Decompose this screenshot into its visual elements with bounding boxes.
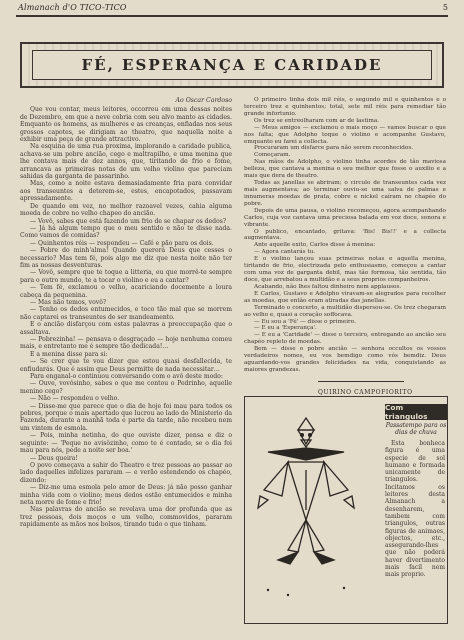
title-inner-frame [32, 50, 432, 80]
byline: Ao Oscar Cardoso [175, 97, 232, 104]
paragraph: Acabando, não lhes faltou dinheiro nem applausos. [254, 283, 402, 290]
paragraph: Ante aquelle exito, Carlos disse á menina: [254, 242, 376, 249]
paragraph: Nas mãos de Adolpho, o violino tinha acordes de tão maviosa belleza, que cantava a menina o seu melhor que fosse o auxilio e a mais que dera de theatro. [244, 159, 446, 180]
paragraph: De quando em vez, no melhor razoavel vezes, cahia alguma moeda de cobre no velho chapeo do ancião. [20, 202, 232, 218]
paragraph: — Pobre do minh'alma! Quando quererá Deus que cesses o necessario? Mas tem fé, pois algo me diz que nesta noite não ter fim as nossas desventuras. [20, 247, 232, 269]
paragraph: — Vovô, sempre que te toque a litteria, eu que morrê-te sempre para o outro mundo, te a tocar o violino e eu a cantar? [20, 269, 232, 284]
paragraph: — E eu a 'Caridade' — disse o terceiro, entregando ao ancião seu chapéo repleto de moedas. [244, 332, 446, 346]
left-paragraphs [20, 106, 232, 528]
paragraph: O povo começava a sahir do Theatro e trez pessoas ao passar ao lado daquelles infelizes pararam — e verão estendendo os chapéo, dizendo: [20, 461, 232, 484]
page-number: 5 [442, 3, 448, 12]
paragraph: — Já há algum tempo que o meu sentido e não te disse nada. Como vamos de comidas? [20, 224, 232, 240]
paragraph: Terminado o concerto, a multidão dispersou-se. Os trez chegaram ao velho e, quasi a coração soffocava. [244, 304, 446, 318]
paragraph: Os trez se entreolharam com ar de lastima. [254, 117, 380, 124]
title-frame [20, 42, 444, 88]
paragraph: O publico, encantado, gritava: 'Bis! Bis!!' e a collecta augmentava. [244, 228, 446, 242]
paragraph: — Não — respondeu o velho. [30, 395, 120, 403]
paragraph: — Deus queira! [30, 454, 78, 462]
paragraph: — Tenho os dedos entumecidos, e toco tão mal que se morrem não captarei os transeuntes de ser mandeamento. [20, 306, 232, 321]
paragraph: — Disse-me que parece que o dia de hoje foi mau para todos os pobres, porque o mais apertado que lucrou ao lado do Ministerio da Fazenda, durante a manhã toda e parte da tarde, não recebeu nem um vintem de esmola. [20, 402, 232, 432]
paragraph: — Meus amigos — exclamou o mais moço — vamos buscar o que nos falta; que Adolpho toque o violino e acompanhe Gustavo, emquanto eu farei a collecta. [244, 124, 446, 145]
paragraph: — Diz-me uma esmola pelo amor de Deus: já não posso ganhar minha vida com o violino; meus dedos estão entumecidos e minha neta morre de fome e frio! [20, 484, 232, 506]
page-header [0, 0, 464, 14]
paragraph: Começaram. [254, 152, 291, 159]
sidebar-text [385, 440, 445, 579]
right-column [244, 97, 446, 374]
paragraph: E o ancião disfarçou com estas palavras a preoccupação que o assaltava. [20, 321, 232, 336]
triangle-figure-illustration [248, 400, 378, 620]
left-column [20, 97, 232, 529]
paragraph: — Se crer que te vou dizer que estou quasi desfallecida, te enfiudarás. Que é assim que Deus permitte de nada necessitar… [20, 358, 232, 373]
author-signature: QUIRINO CAMPOFIORITO [318, 389, 413, 396]
article-title: FÉ, ESPERANÇA E CARIDADE [81, 56, 383, 74]
sidebar-subtitle: Passatempo para os dias de chuva [385, 422, 447, 436]
paragraph: E o violino lançou suas primeiras notas e aquella menina, tiritando de frio, electrizada pelo enthusiasmo, começou a cantar com uma voz de garganta debil, mas tão formosa, tão sentida, tão doce, que arrebatou a multidão e a seus proprios companheiros. [244, 256, 446, 283]
running-title: Almanach d'O TICO-TICO [18, 3, 127, 12]
paragraph: — Mas não temos, vovô? [30, 298, 107, 306]
paragraph: — E eu a 'Esperança'. [254, 325, 317, 332]
paragraph: Na esquina de uma rua proxima, implorando a caridade publica, achava-se um pobre ancião, cego e maltrapilho, e uma menina que lhe contava mais de dez annos, que, tiritando de frio e fome, arrancava as primeiras notas de um velho violino que pareciam sahidas da garganta de passarinho. [20, 143, 232, 181]
paragraph: — Vovô, sabes que está fazendo um frio de se chapar os dedos? [30, 217, 227, 225]
header-rule [16, 15, 448, 17]
paragraph: — Ouve, vovôsinho, sabes o que me contou o Pedrinho, aquelle menino cego? [20, 380, 232, 395]
sidebar-paragraph: Esta bonheca figura é uma especie de sol humano e formada unicamente de triangulos. Incitamos os leitores desta Almanach a desenharem, tambem com triangulos, outras figuras de animaes, objectos, etc., assegurando-lhes que não poderá haver divertimento mais facil nem mais proprio. [385, 440, 445, 579]
signature-divider [318, 381, 404, 382]
paragraph: Nas palavras do ancião se revelava uma dor profunda que as trez pessoas, dois moços e um velho, commovidos, pararam rapidamente as mãos nos bolsos, tirando tudo o que tinham. [20, 506, 232, 529]
paragraph: E a menina disse para si: [30, 350, 108, 358]
paragraph: E Carlos, Gustavo e Adolpho viravam-se alegrados para recolher as moedas, que então eram atiradas das janellas. [244, 290, 446, 304]
paragraph: O primeiro tinha dois mil réis, o segundo mil e quinhentos e o terceiro trez e quinhentos; total, sete mil réis para remediar tão grande infortunio. [244, 97, 446, 117]
right-paragraphs [244, 97, 446, 374]
decorative-dots [267, 587, 345, 596]
paragraph: — Agora cantarás tu. [254, 249, 316, 256]
paragraph: Depois de uma pausa, o violino recomeçou, agora acompanhando Carlos, cuja voz cantava uma preciosa balada em voz doce, sonora e vibrante. [244, 207, 446, 228]
paragraph: — Eu sou a 'Fé' — disse o primeiro. [254, 318, 356, 325]
paragraph: Mas, como a noite estava demasiadamente fria para convidar aos transeuntes a deterem-se, estes, encapotados, passavam apressadamente. [20, 180, 232, 203]
paragraph: Que vou contar, meus leitores, occorreu em uma dessas noites de Dezembro, em que a neve cobria com seu alvo manto as cidades. Emquanto os homens, as mulheres e as creanças, enfiadas nos seus grossos capotes, se dirigiam ao theatro, que naquella noite a exhibir uma peça de grande attractivo. [20, 106, 232, 144]
paragraph: Para enganal-o continuou conversando com o avô deste modo: [30, 373, 223, 381]
paragraph: Bem — disse o pobre ancião — senhora occultos os vossos verdadeiros nomes, eu vos bemdigo como vós bemdiz. Deus aguardando-vos grandes felicidades na vida, conquistando as maiores grandezas. [244, 346, 446, 373]
paragraph: — Tem fé, exclamou o velho, acariciando docemente a loura cabeça da pequenina. [20, 284, 232, 299]
sidebar-title: Com triangulos [385, 404, 447, 420]
paragraph: Procuraram um disfarce para não serem reconhecidos. [254, 145, 414, 152]
paragraph: — Pobrezinha! — pensava o desgraçado — hoje nenhuma comeu mais, e entretanto me é sempre tão dedicada!… [20, 336, 232, 351]
triangle-figure-icon [258, 418, 354, 564]
paragraph: — Pois, minha netinha, do que ouviste dizer, pensa e diz o seguinte: — 'Peque no avisôzinho, como te é contado, se o dia foi mau para nós, pede a noite ser boa.' [20, 432, 232, 455]
paragraph: Todas as janellas se abriram; o circulo de transeuntes cada vez mais augmentava; ao terminar ouviu-se uma salva de palmas e innumeras moedas de prata, cobre e nickel caíram no chapéo do pobre. [244, 180, 446, 207]
paragraph: — Quinhentos réis — respondeu — Café e pão para os dois. [30, 239, 214, 247]
